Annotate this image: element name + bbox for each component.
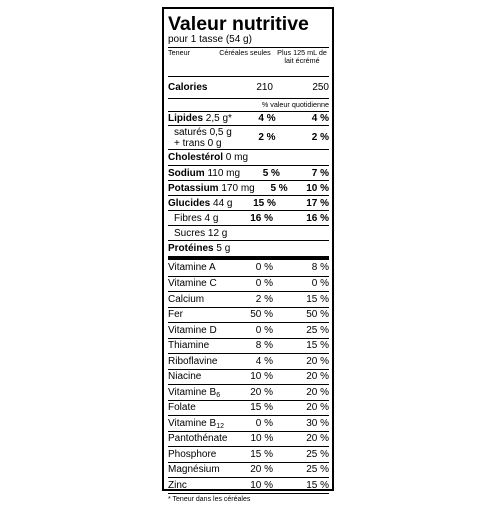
nutrient-name: Protéines — [168, 243, 214, 254]
vitamin-v2: 15 % — [306, 340, 329, 352]
calories-label: Calories — [168, 82, 208, 93]
vitamin-v1: 15 % — [250, 402, 273, 414]
nutrient-v1: 5 % — [270, 182, 288, 194]
vitamin-name-text: Niacine — [168, 371, 202, 383]
nutrient-name: Sucres 12 g — [174, 227, 228, 239]
vitamin-name-text: Vitamine B — [168, 417, 217, 429]
vitamin-v1: 10 % — [250, 479, 273, 491]
nutrient-amount: 2,5 g* — [205, 113, 232, 124]
vitamin-name-text: Fer — [168, 309, 183, 321]
vitamin-v1: 0 % — [255, 417, 273, 429]
nutrient-v2: 4 % — [311, 113, 329, 124]
vitamin-name — [168, 278, 227, 289]
vitamin-name-text: Pantothénate — [168, 433, 228, 445]
nutrient-row — [168, 165, 329, 180]
nutrition-facts-panel — [162, 7, 334, 503]
vitamin-name — [168, 340, 227, 351]
nutrient-amount: 110 mg — [207, 167, 241, 179]
vitamin-v1: 10 % — [250, 371, 273, 383]
nutrient-name-2: + trans 0 g — [174, 137, 222, 149]
vitamin-name — [168, 356, 227, 367]
col2-header: Plus 125 mL de lait écrémé — [277, 48, 327, 65]
vitamin-v2: 25 % — [306, 324, 329, 336]
col1-header: Céréales seules — [219, 48, 271, 57]
nutrient-v1: 4 % — [258, 113, 276, 124]
vitamin-v2: 25 % — [306, 448, 329, 460]
vitamin-v1: 10 % — [250, 433, 274, 445]
vitamin-row — [168, 462, 329, 478]
serving-size: pour 1 tasse (54 g) — [168, 34, 252, 45]
nutrient-v2: 10 % — [306, 182, 329, 194]
vitamin-name-text: Magnésium — [168, 464, 220, 476]
nutrient-name: saturés 0,5 g — [174, 126, 232, 138]
vitamin-v2: 20 % — [306, 371, 329, 383]
vitamin-v1: 8 % — [255, 340, 273, 352]
vitamin-row — [168, 276, 329, 292]
vitamin-name-text: Phosphore — [168, 448, 217, 460]
vitamin-name-text: Zinc — [168, 479, 187, 491]
vitamin-row — [168, 431, 329, 447]
nutrient-v2: 7 % — [311, 167, 329, 179]
nutrient-amount: 44 g — [213, 197, 233, 209]
vitamin-row — [168, 446, 329, 462]
vitamin-name — [168, 294, 227, 305]
vitamin-name — [168, 449, 227, 460]
vitamin-name — [168, 309, 227, 320]
nutrient-row — [168, 111, 329, 125]
vitamin-v1: 20 % — [250, 464, 273, 476]
vitamin-v2: 20 % — [306, 433, 329, 445]
vitamin-v2: 50 % — [306, 309, 329, 321]
nutrient-v1: 5 % — [262, 167, 280, 179]
nutrient-name: Cholestérol — [168, 152, 224, 163]
nutrient-row — [168, 180, 329, 195]
vitamin-name-text: Vitamine C — [168, 278, 217, 290]
nutrient-name: Glucides — [168, 197, 211, 209]
nutrient-row — [168, 210, 329, 225]
calories-v1: 210 — [256, 82, 273, 93]
vitamin-row — [168, 322, 329, 338]
footnote: * Teneur dans les céréales — [168, 493, 329, 505]
nutrient-v1: 15 % — [253, 197, 276, 209]
vitamin-v2: 0 % — [311, 278, 329, 290]
calories-v2: 250 — [312, 82, 329, 93]
vitamin-name — [168, 262, 227, 273]
vitamin-row — [168, 400, 329, 416]
vitamin-name — [168, 433, 228, 444]
vitamin-row — [168, 369, 329, 385]
vitamin-row — [168, 477, 329, 493]
vitamin-v1: 0 % — [255, 278, 273, 290]
vitamin-v2: 20 % — [306, 386, 329, 398]
vitamin-name — [168, 402, 227, 413]
nutrient-amount: 0 mg — [225, 152, 249, 163]
vitamin-name-text: Riboflavine — [168, 355, 218, 367]
label-title: Valeur nutritive — [168, 13, 309, 35]
vitamin-v2: 15 % — [306, 293, 329, 305]
dv-header-row — [168, 98, 329, 111]
vitamin-v1: 0 % — [255, 262, 273, 274]
vitamin-row — [168, 384, 329, 400]
nutrient-amount: 170 mg — [221, 182, 255, 194]
vitamin-v1: 50 % — [250, 309, 273, 321]
nutrient-row — [168, 225, 329, 240]
vitamin-name — [168, 325, 227, 336]
teneur-header: Teneur — [168, 48, 190, 57]
vitamin-name — [168, 418, 227, 429]
vitamin-v1: 15 % — [250, 448, 273, 460]
nutrient-amount: 5 g — [216, 243, 231, 254]
nutrient-row — [168, 125, 329, 149]
calories-row — [168, 76, 329, 98]
dv-header: % valeur quotidienne — [261, 100, 329, 109]
vitamin-row — [168, 307, 329, 323]
vitamin-name — [168, 480, 227, 491]
vitamin-v2: 15 % — [306, 479, 329, 491]
vitamin-row — [168, 291, 329, 307]
column-header — [168, 47, 329, 76]
vitamin-name-text: Thiamine — [168, 340, 210, 352]
vitamin-row — [168, 260, 329, 276]
vitamin-subscript: 6 — [216, 391, 221, 399]
vitamin-subscript: 12 — [216, 422, 224, 430]
vitamin-name-text: Vitamine B — [168, 386, 217, 398]
vitamin-name-text: Calcium — [168, 293, 205, 305]
vitamins-table — [168, 256, 329, 493]
vitamin-v2: 20 % — [306, 355, 329, 367]
vitamin-name — [168, 387, 227, 398]
vitamin-name-text: Vitamine D — [168, 324, 217, 336]
nutrient-v2: 2 % — [311, 132, 329, 143]
nutrient-v2: 16 % — [306, 212, 329, 224]
nutrient-v1: 2 % — [258, 132, 276, 143]
vitamin-v2: 25 % — [306, 464, 329, 476]
vitamin-name-text: Vitamine A — [168, 262, 216, 274]
nutrient-row — [168, 149, 329, 165]
nutrient-name: Lipides — [168, 113, 204, 124]
vitamin-v2: 30 % — [306, 417, 329, 429]
nutrient-name: Fibres 4 g — [174, 212, 219, 224]
vitamin-v1: 4 % — [255, 355, 273, 367]
vitamin-v1: 20 % — [250, 386, 273, 398]
vitamin-v1: 0 % — [255, 324, 273, 336]
vitamin-row — [168, 415, 329, 431]
vitamin-v2: 8 % — [311, 262, 329, 274]
nutrient-v2: 17 % — [306, 197, 329, 209]
vitamin-row — [168, 353, 329, 369]
vitamin-name — [168, 371, 227, 382]
nutrient-name: Potassium — [168, 182, 219, 194]
vitamin-row — [168, 338, 329, 354]
vitamin-v2: 20 % — [306, 402, 329, 414]
vitamin-v1: 2 % — [255, 293, 273, 305]
nutrient-v1: 16 % — [250, 212, 273, 224]
vitamin-name — [168, 464, 227, 475]
nutrient-name: Sodium — [168, 167, 205, 179]
nutrient-row — [168, 240, 329, 256]
nutrient-row — [168, 195, 329, 210]
vitamin-name-text: Folate — [168, 402, 196, 414]
